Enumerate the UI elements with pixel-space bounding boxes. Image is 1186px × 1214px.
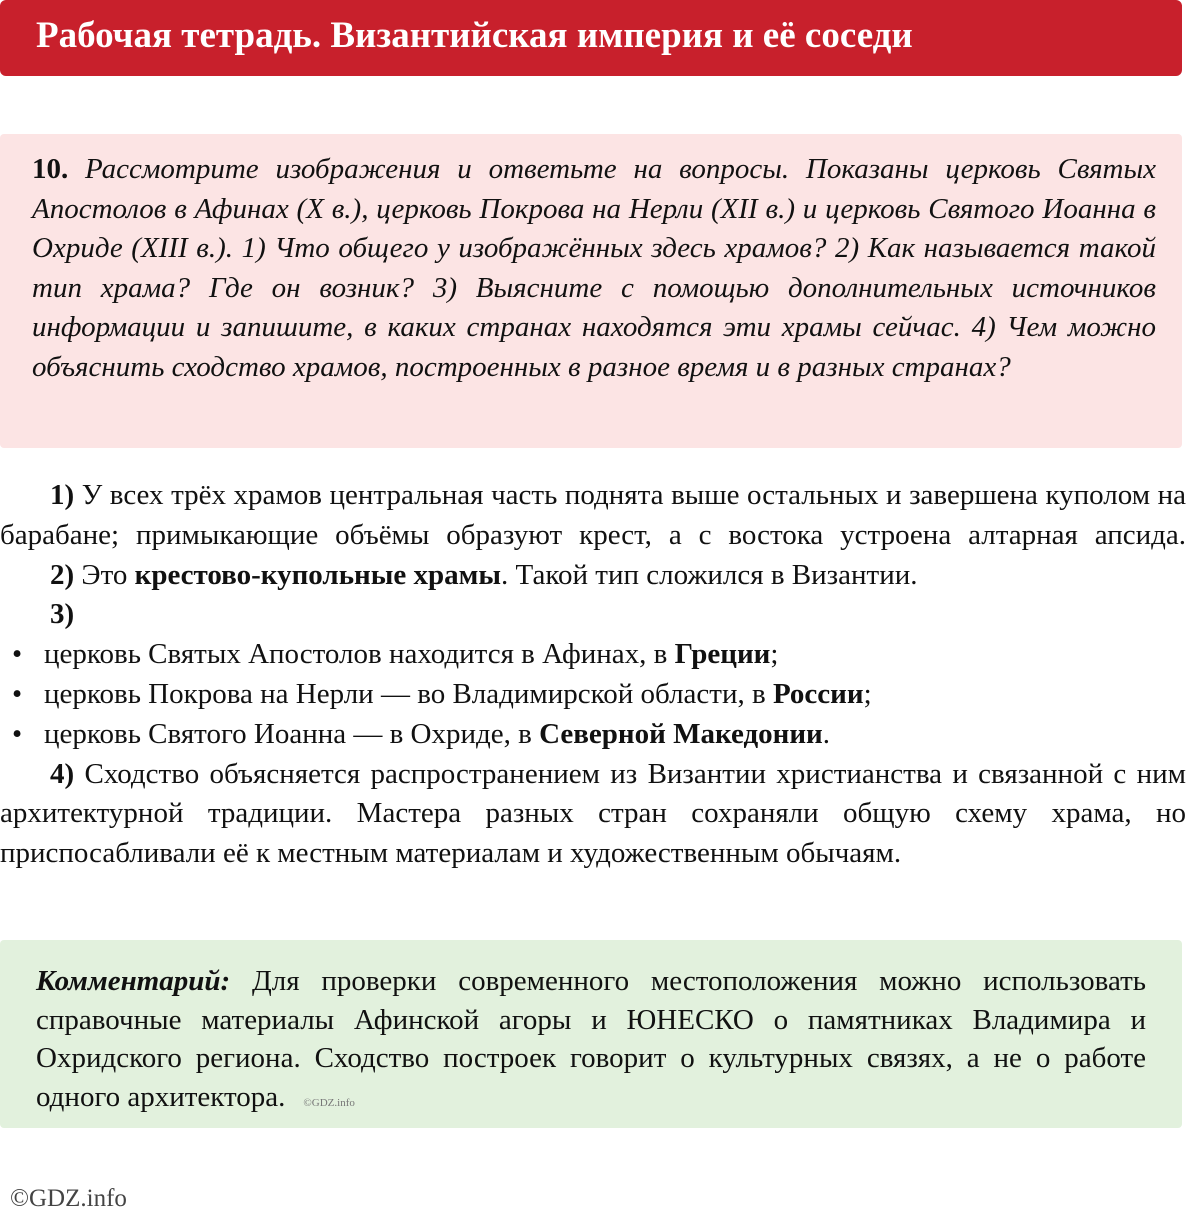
answer-2	[0, 556, 1186, 596]
bullet-icon: •	[12, 677, 23, 710]
comment-body: Для проверки современного местоположения можно использовать справочные материалы Афинской агоры и ЮНЕСКО о памятниках Владимира и Охридского региона. Сходство построек говорит о культурных связях, а не о работе одного архитектора.	[36, 965, 1146, 1113]
footer-copyright: ©GDZ.info	[10, 1185, 127, 1212]
comment-label: Комментарий:	[36, 965, 231, 997]
answer-4-text: Сходство объясняется распространением из Византии христианства и связанной с ним архитектурной традиции. Мастера разных стран сохраняли общую схему храма, но приспосабливали её к местным материалам и художественным обычаям.	[0, 757, 1186, 870]
list-item: • церковь Святых Апостолов находится в Афинах, в Греции;	[0, 635, 1186, 675]
task-number: 10.	[32, 153, 69, 185]
answer-4	[0, 755, 1186, 874]
answer-2-term: крестово-купольные храмы	[134, 558, 502, 591]
bullet-icon: •	[12, 638, 23, 671]
comment-watermark: ©GDZ.info	[303, 1096, 355, 1109]
answer-2-pre: Это	[74, 558, 135, 591]
bullet-icon: •	[12, 717, 23, 750]
answer-3-list	[0, 635, 1186, 754]
answer-2-number: 2)	[50, 558, 75, 591]
list-item: • церковь Святого Иоанна — в Охриде, в Северной Македонии.	[0, 715, 1186, 755]
page-header	[0, 0, 1182, 76]
page-title: Рабочая тетрадь. Византийская империя и её соседи	[36, 15, 913, 56]
answer-1	[0, 476, 1186, 556]
comment-box	[0, 940, 1182, 1128]
answer-3-number: 3)	[50, 598, 75, 631]
task-question: Рассмотрите изображения и ответьте на вопросы. Показаны церковь Святых Апостолов в Афинах (X в.), церковь Покрова на Нерли (XII в.) и церковь Святого Иоанна в Охриде (XIII в.). 1) Что общего у изображённых здесь храмов? 2) Как называется такой тип храма? Где он возник? 3) Выясните с помощью дополнительных источников информации и запишите, в каких странах находятся эти храмы сейчас. 4) Чем можно объяснить сходство храмов, построенных в разное время и в разных странах?	[32, 153, 1156, 383]
list-item: • церковь Покрова на Нерли — во Владимирской области, в России;	[0, 675, 1186, 715]
answer-2-post: . Такой тип сложился в Византии.	[501, 558, 918, 591]
answer-3	[0, 595, 1186, 635]
comment-text	[36, 962, 1146, 1122]
answer-4-number: 4)	[50, 757, 75, 790]
task-text	[32, 150, 1156, 388]
answer-section	[0, 476, 1186, 874]
answer-1-number: 1)	[50, 479, 75, 511]
task-box	[0, 134, 1182, 448]
answer-1-text: У всех трёх храмов центральная часть поднята выше остальных и завершена куполом на барабане; примыкающие объёмы образуют крест, а с востока устроена алтарная апсида.	[0, 479, 1186, 551]
